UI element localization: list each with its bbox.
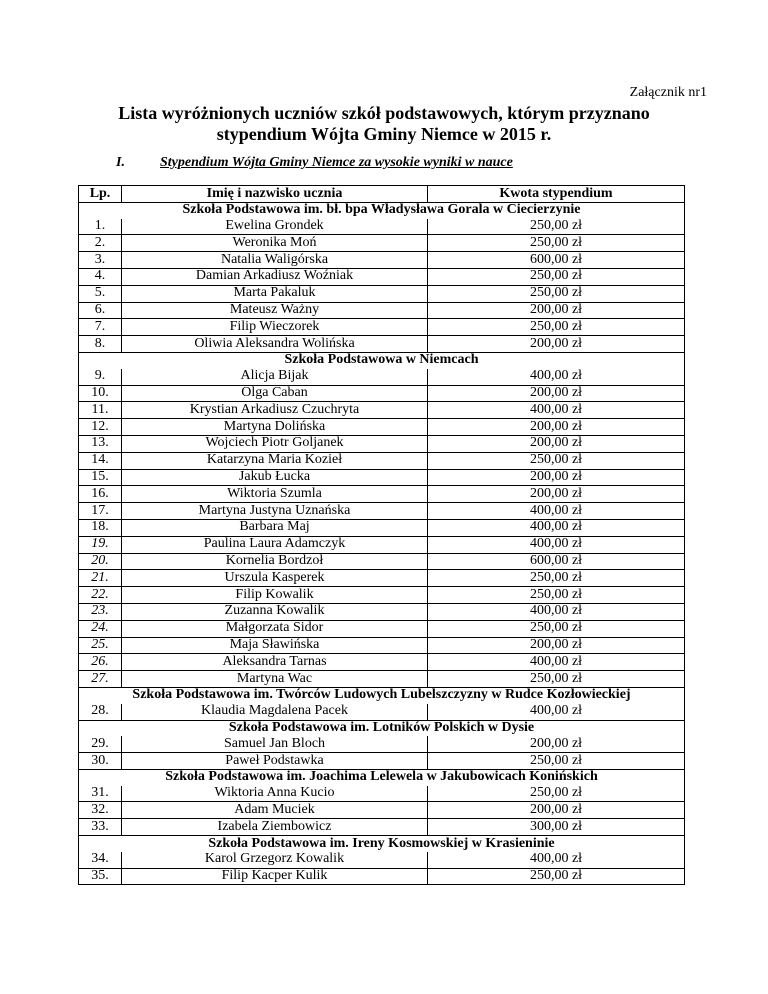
table-row xyxy=(79,469,685,486)
student-name: Wiktoria Szumla xyxy=(122,486,428,503)
student-amount: 200,00 zł xyxy=(428,302,685,319)
student-name: Krystian Arkadiusz Czuchryta xyxy=(122,402,428,419)
table-row xyxy=(79,671,685,688)
school-name: Szkoła Podstawowa im. Twórców Ludowych Lubelszczyzny w Rudce Kozłowieckiej xyxy=(79,687,685,703)
student-name: Martyna Justyna Uznańska xyxy=(122,503,428,520)
student-amount: 200,00 zł xyxy=(428,336,685,353)
student-name: Filip Kacper Kulik xyxy=(122,868,428,885)
student-lp: 32. xyxy=(79,802,122,819)
student-lp: 22. xyxy=(79,587,122,604)
student-amount: 200,00 zł xyxy=(428,385,685,402)
student-name: Maja Sławińska xyxy=(122,637,428,654)
student-name: Izabela Ziembowicz xyxy=(122,819,428,836)
table-row xyxy=(79,385,685,402)
student-lp: 30. xyxy=(79,753,122,770)
student-amount: 400,00 zł xyxy=(428,369,685,385)
table-row xyxy=(79,819,685,836)
student-amount: 600,00 zł xyxy=(428,553,685,570)
title-line-1: Lista wyróżnionych uczniów szkół podstawowych, którym przyznano xyxy=(118,103,650,123)
table-row xyxy=(79,852,685,868)
student-amount: 200,00 zł xyxy=(428,435,685,452)
student-lp: 27. xyxy=(79,671,122,688)
table-row xyxy=(79,302,685,319)
student-name: Weronika Moń xyxy=(122,235,428,252)
table-row xyxy=(79,753,685,770)
student-name: Wiktoria Anna Kucio xyxy=(122,786,428,802)
student-name: Aleksandra Tarnas xyxy=(122,654,428,671)
student-amount: 250,00 zł xyxy=(428,868,685,885)
student-lp: 35. xyxy=(79,868,122,885)
table-row xyxy=(79,252,685,269)
student-lp: 5. xyxy=(79,285,122,302)
student-name: Paulina Laura Adamczyk xyxy=(122,536,428,553)
student-lp: 13. xyxy=(79,435,122,452)
student-lp: 20. xyxy=(79,553,122,570)
table-row xyxy=(79,654,685,671)
student-name: Barbara Maj xyxy=(122,519,428,536)
table-row xyxy=(79,868,685,885)
student-lp: 9. xyxy=(79,369,122,385)
student-lp: 31. xyxy=(79,786,122,802)
student-lp: 29. xyxy=(79,736,122,752)
student-amount: 250,00 zł xyxy=(428,786,685,802)
school-row xyxy=(79,769,685,785)
student-name: Katarzyna Maria Kozieł xyxy=(122,452,428,469)
student-lp: 6. xyxy=(79,302,122,319)
student-amount: 400,00 zł xyxy=(428,852,685,868)
header-amount: Kwota stypendium xyxy=(428,186,685,203)
student-name: Samuel Jan Bloch xyxy=(122,736,428,752)
table-row xyxy=(79,419,685,436)
school-name: Szkoła Podstawowa im. Joachima Lelewela w Jakubowicach Konińskich xyxy=(79,769,685,785)
table-row xyxy=(79,620,685,637)
student-lp: 24. xyxy=(79,620,122,637)
student-amount: 200,00 zł xyxy=(428,802,685,819)
scholarship-table xyxy=(78,185,685,885)
student-lp: 2. xyxy=(79,235,122,252)
student-amount: 400,00 zł xyxy=(428,603,685,620)
table-row xyxy=(79,736,685,752)
student-name: Olga Caban xyxy=(122,385,428,402)
table-row xyxy=(79,704,685,720)
school-name: Szkoła Podstawowa w Niemcach xyxy=(79,352,685,368)
table-row xyxy=(79,603,685,620)
header-lp: Lp. xyxy=(79,186,122,203)
school-name: Szkoła Podstawowa im. bł. bpa Władysława Gorala w Ciecierzynie xyxy=(79,202,685,218)
student-lp: 7. xyxy=(79,319,122,336)
student-name: Filip Kowalik xyxy=(122,587,428,604)
student-name: Kornelia Bordzoł xyxy=(122,553,428,570)
table-row xyxy=(79,536,685,553)
table-row xyxy=(79,519,685,536)
student-lp: 3. xyxy=(79,252,122,269)
student-amount: 400,00 zł xyxy=(428,654,685,671)
student-name: Ewelina Grondek xyxy=(122,219,428,235)
school-name: Szkoła Podstawowa im. Lotników Polskich w Dysie xyxy=(79,720,685,736)
school-row xyxy=(79,352,685,368)
student-lp: 1. xyxy=(79,219,122,235)
student-amount: 200,00 zł xyxy=(428,486,685,503)
attachment-label: Załącznik nr1 xyxy=(629,85,707,100)
table-row xyxy=(79,503,685,520)
student-name: Karol Grzegorz Kowalik xyxy=(122,852,428,868)
student-lp: 33. xyxy=(79,819,122,836)
table-row xyxy=(79,285,685,302)
student-amount: 200,00 zł xyxy=(428,469,685,486)
student-name: Marta Pakaluk xyxy=(122,285,428,302)
student-name: Zuzanna Kowalik xyxy=(122,603,428,620)
student-name: Natalia Waligórska xyxy=(122,252,428,269)
student-amount: 300,00 zł xyxy=(428,819,685,836)
student-amount: 600,00 zł xyxy=(428,252,685,269)
table-row xyxy=(79,435,685,452)
school-name: Szkoła Podstawowa im. Ireny Kosmowskiej w Krasieninie xyxy=(79,836,685,852)
student-lp: 12. xyxy=(79,419,122,436)
student-amount: 250,00 zł xyxy=(428,268,685,285)
student-lp: 34. xyxy=(79,852,122,868)
student-name: Adam Muciek xyxy=(122,802,428,819)
student-lp: 23. xyxy=(79,603,122,620)
school-row xyxy=(79,836,685,852)
student-name: Małgorzata Sidor xyxy=(122,620,428,637)
student-lp: 21. xyxy=(79,570,122,587)
student-lp: 28. xyxy=(79,704,122,720)
student-amount: 400,00 zł xyxy=(428,503,685,520)
student-lp: 17. xyxy=(79,503,122,520)
student-amount: 250,00 zł xyxy=(428,452,685,469)
table-row xyxy=(79,235,685,252)
student-amount: 400,00 zł xyxy=(428,402,685,419)
student-amount: 250,00 zł xyxy=(428,587,685,604)
table-row xyxy=(79,570,685,587)
table-header-row xyxy=(79,186,685,203)
student-amount: 250,00 zł xyxy=(428,235,685,252)
student-lp: 15. xyxy=(79,469,122,486)
section-title: Stypendium Wójta Gminy Niemce za wysokie wyniki w nauce xyxy=(160,155,513,170)
student-amount: 400,00 zł xyxy=(428,704,685,720)
student-lp: 10. xyxy=(79,385,122,402)
table-row xyxy=(79,637,685,654)
student-amount: 250,00 zł xyxy=(428,219,685,235)
student-name: Klaudia Magdalena Pacek xyxy=(122,704,428,720)
table-row xyxy=(79,369,685,385)
student-lp: 4. xyxy=(79,268,122,285)
table-row xyxy=(79,553,685,570)
student-name: Filip Wieczorek xyxy=(122,319,428,336)
student-lp: 19. xyxy=(79,536,122,553)
student-name: Mateusz Ważny xyxy=(122,302,428,319)
student-amount: 400,00 zł xyxy=(428,519,685,536)
student-amount: 250,00 zł xyxy=(428,570,685,587)
school-row xyxy=(79,202,685,218)
student-lp: 25. xyxy=(79,637,122,654)
table-row xyxy=(79,336,685,353)
table-row xyxy=(79,786,685,802)
student-lp: 8. xyxy=(79,336,122,353)
student-name: Wojciech Piotr Goljanek xyxy=(122,435,428,452)
student-amount: 250,00 zł xyxy=(428,285,685,302)
section-heading xyxy=(116,155,513,171)
student-amount: 200,00 zł xyxy=(428,637,685,654)
student-amount: 250,00 zł xyxy=(428,753,685,770)
table-row xyxy=(79,486,685,503)
student-amount: 250,00 zł xyxy=(428,671,685,688)
school-row xyxy=(79,720,685,736)
student-amount: 200,00 zł xyxy=(428,736,685,752)
student-amount: 250,00 zł xyxy=(428,620,685,637)
section-number: I. xyxy=(116,155,125,170)
page-title xyxy=(0,103,768,145)
student-amount: 250,00 zł xyxy=(428,319,685,336)
table-row xyxy=(79,319,685,336)
table-row xyxy=(79,587,685,604)
table-row xyxy=(79,452,685,469)
student-lp: 11. xyxy=(79,402,122,419)
table-row xyxy=(79,402,685,419)
student-lp: 16. xyxy=(79,486,122,503)
table-row xyxy=(79,802,685,819)
student-name: Urszula Kasperek xyxy=(122,570,428,587)
student-name: Damian Arkadiusz Woźniak xyxy=(122,268,428,285)
student-lp: 26. xyxy=(79,654,122,671)
student-name: Martyna Dolińska xyxy=(122,419,428,436)
student-amount: 200,00 zł xyxy=(428,419,685,436)
school-row xyxy=(79,687,685,703)
table-row xyxy=(79,219,685,235)
student-name: Paweł Podstawka xyxy=(122,753,428,770)
table-row xyxy=(79,268,685,285)
student-name: Oliwia Aleksandra Wolińska xyxy=(122,336,428,353)
student-name: Jakub Łucka xyxy=(122,469,428,486)
header-name: Imię i nazwisko ucznia xyxy=(122,186,428,203)
title-line-2: stypendium Wójta Gminy Niemce w 2015 r. xyxy=(216,124,552,144)
student-name: Martyna Wac xyxy=(122,671,428,688)
student-lp: 18. xyxy=(79,519,122,536)
student-amount: 400,00 zł xyxy=(428,536,685,553)
student-name: Alicja Bijak xyxy=(122,369,428,385)
student-lp: 14. xyxy=(79,452,122,469)
